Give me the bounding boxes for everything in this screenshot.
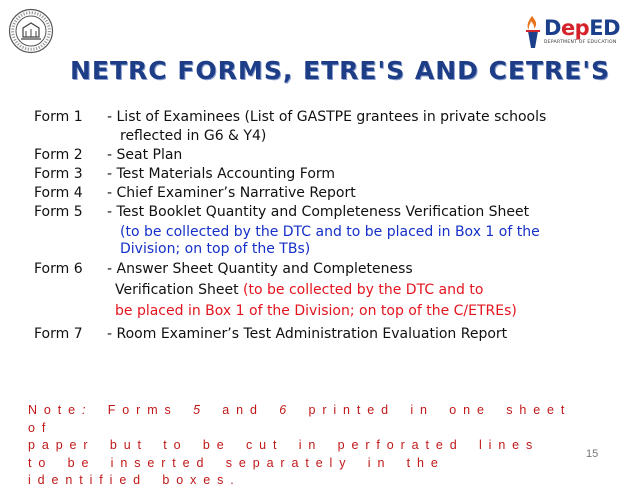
deped-seal-logo bbox=[8, 8, 54, 54]
form-note-red: be placed in Box 1 of the Division; on top of the C/ETREs) bbox=[115, 303, 517, 319]
form-note-blue: Division; on top of the TBs) bbox=[120, 241, 311, 257]
form-description-cont bbox=[34, 279, 624, 300]
deped-subtitle: DEPARTMENT OF EDUCATION bbox=[544, 40, 617, 45]
form-description-cont: reflected in G6 & Y4) bbox=[120, 128, 267, 144]
torch-icon bbox=[520, 12, 546, 52]
footer-note-line: identified boxes. bbox=[28, 473, 241, 487]
page-number: 15 bbox=[586, 448, 599, 460]
form-code: Form 4 bbox=[34, 185, 83, 201]
form-row bbox=[34, 165, 624, 184]
form-row bbox=[34, 146, 624, 165]
deped-wordmark: DepED bbox=[544, 16, 620, 40]
footer-note bbox=[28, 402, 588, 490]
form-description-cont-text: Verification Sheet bbox=[115, 282, 239, 298]
form-code: Form 2 bbox=[34, 147, 83, 163]
forms-list bbox=[34, 108, 624, 344]
form-description: - Answer Sheet Quantity and Completeness bbox=[107, 261, 413, 277]
form-description: - List of Examinees (List of GASTPE grantees in private schools bbox=[107, 109, 547, 125]
form-code: Form 3 bbox=[34, 166, 83, 182]
form-code: Form 6 bbox=[34, 261, 83, 277]
form-row bbox=[34, 108, 624, 127]
footer-note-line: to be inserted separately in the bbox=[28, 455, 445, 470]
form-description: - Room Examiner’s Test Administration Evaluation Report bbox=[107, 326, 508, 342]
footer-note-line: paper but to be cut in perforated lines bbox=[28, 438, 540, 452]
form-code: Form 5 bbox=[34, 204, 83, 220]
slide-title: NETRC FORMS, ETRE'S AND CETRE'S bbox=[70, 56, 611, 85]
form-code: Form 1 bbox=[34, 109, 83, 125]
form-code: Form 7 bbox=[34, 326, 83, 342]
form-row bbox=[34, 203, 624, 222]
form-row bbox=[34, 321, 624, 344]
form-description: - Chief Examiner’s Narrative Report bbox=[107, 185, 356, 201]
form-description: - Test Materials Accounting Form bbox=[107, 166, 336, 182]
form-description: - Seat Plan bbox=[107, 147, 183, 163]
form-note-red: (to be collected by the DTC and to bbox=[243, 282, 484, 298]
deped-logo bbox=[520, 12, 626, 52]
form-row bbox=[34, 260, 624, 279]
form-description: - Test Booklet Quantity and Completeness Verification Sheet bbox=[107, 204, 530, 220]
footer-note-line: Note: Forms 5 and 6 printed in one sheet of bbox=[28, 403, 572, 435]
form-note-blue: (to be collected by the DTC and to be placed in Box 1 of the bbox=[120, 224, 540, 240]
form-row bbox=[34, 184, 624, 203]
